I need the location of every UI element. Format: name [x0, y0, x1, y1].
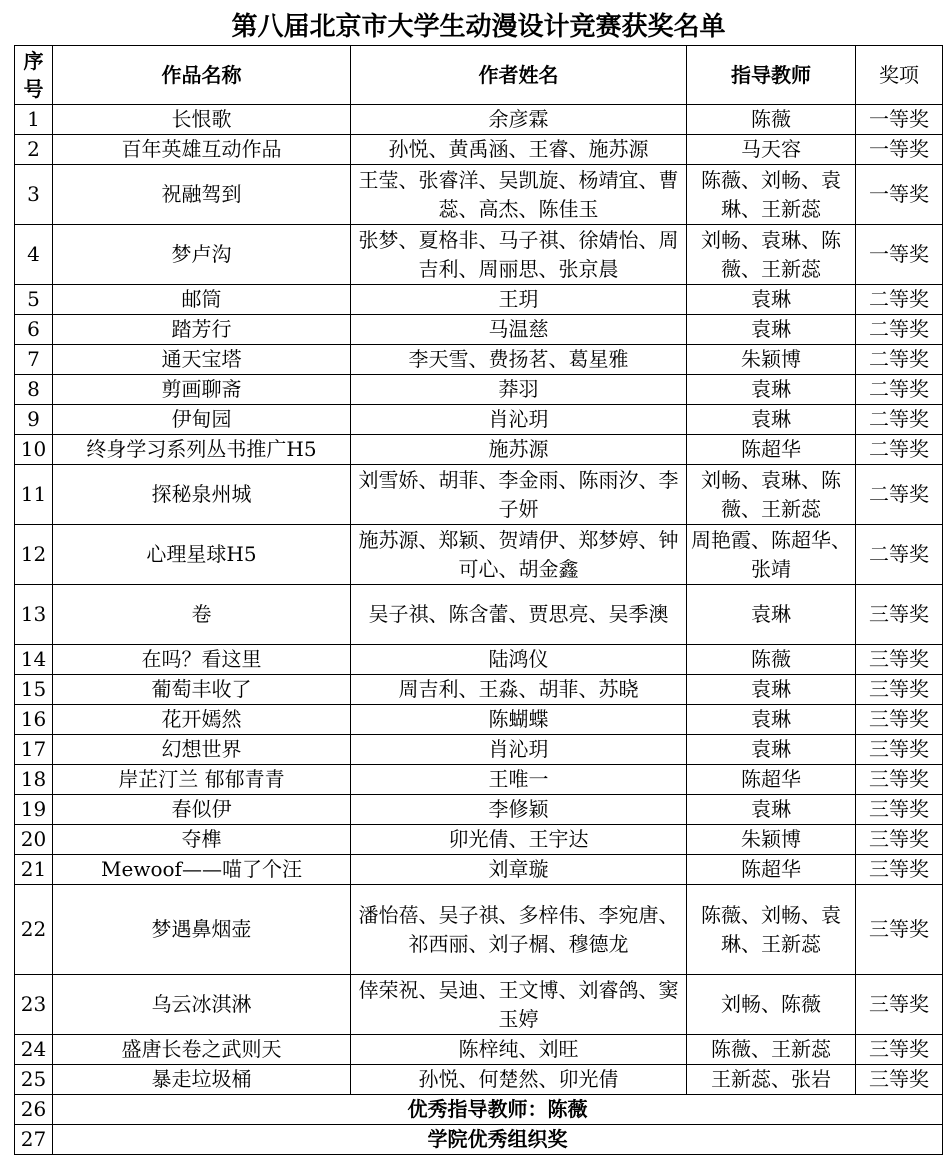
author-names: 孙悦、何楚然、卯光倩 — [351, 1065, 687, 1095]
award-level: 二等奖 — [856, 375, 943, 405]
work-title: 邮筒 — [53, 285, 351, 315]
footer-row — [15, 1095, 943, 1125]
advisor-names: 袁琳 — [687, 585, 856, 645]
advisor-names: 陈超华 — [687, 435, 856, 465]
work-title: Mewoof——喵了个汪 — [53, 855, 351, 885]
row-index: 27 — [15, 1125, 53, 1155]
work-title: 暴走垃圾桶 — [53, 1065, 351, 1095]
advisor-names: 袁琳 — [687, 675, 856, 705]
row-index: 20 — [15, 825, 53, 855]
award-level: 一等奖 — [856, 135, 943, 165]
advisor-names: 朱颖博 — [687, 345, 856, 375]
table-row — [15, 975, 943, 1035]
author-names: 陈梓纯、刘旺 — [351, 1035, 687, 1065]
row-index: 21 — [15, 855, 53, 885]
work-title: 踏芳行 — [53, 315, 351, 345]
work-title: 探秘泉州城 — [53, 465, 351, 525]
advisor-names: 袁琳 — [687, 315, 856, 345]
author-names: 刘雪娇、胡菲、李金雨、陈雨汐、李子妍 — [351, 465, 687, 525]
table-row — [15, 345, 943, 375]
table-row — [15, 225, 943, 285]
award-level: 二等奖 — [856, 405, 943, 435]
table-row — [15, 765, 943, 795]
row-index: 12 — [15, 525, 53, 585]
award-level: 二等奖 — [856, 435, 943, 465]
advisor-names: 袁琳 — [687, 375, 856, 405]
award-level: 三等奖 — [856, 885, 943, 975]
table-row — [15, 525, 943, 585]
work-title: 幻想世界 — [53, 735, 351, 765]
row-index: 7 — [15, 345, 53, 375]
award-level: 三等奖 — [856, 855, 943, 885]
award-level: 三等奖 — [856, 765, 943, 795]
author-names: 潘怡蓓、吴子祺、多梓伟、李宛唐、祁西丽、刘子榍、穆德龙 — [351, 885, 687, 975]
work-title: 伊甸园 — [53, 405, 351, 435]
award-level: 三等奖 — [856, 975, 943, 1035]
table-body — [15, 105, 943, 1155]
work-title: 葡萄丰收了 — [53, 675, 351, 705]
advisor-names: 刘畅、袁琳、陈薇、王新蕊 — [687, 465, 856, 525]
advisor-names: 袁琳 — [687, 705, 856, 735]
header-index-line2: 号 — [23, 77, 44, 101]
header-index-line1: 序 — [23, 49, 44, 73]
work-title: 长恨歌 — [53, 105, 351, 135]
award-level: 三等奖 — [856, 705, 943, 735]
header-advisors: 指导教师 — [687, 46, 856, 105]
advisor-names: 马天容 — [687, 135, 856, 165]
author-names: 王玥 — [351, 285, 687, 315]
advisor-names: 刘畅、袁琳、陈薇、王新蕊 — [687, 225, 856, 285]
work-title: 夺榫 — [53, 825, 351, 855]
table-row — [15, 585, 943, 645]
award-level: 三等奖 — [856, 1035, 943, 1065]
header-award: 奖项 — [856, 46, 943, 105]
work-title: 乌云冰淇淋 — [53, 975, 351, 1035]
header-index — [15, 46, 53, 105]
advisor-names: 刘畅、陈薇 — [687, 975, 856, 1035]
row-index: 2 — [15, 135, 53, 165]
work-title: 终身学习系列丛书推广H5 — [53, 435, 351, 465]
award-level: 二等奖 — [856, 345, 943, 375]
footer-text: 学院优秀组织奖 — [53, 1125, 943, 1155]
advisor-names: 陈薇、刘畅、袁琳、王新蕊 — [687, 885, 856, 975]
table-row — [15, 675, 943, 705]
work-title: 心理星球H5 — [53, 525, 351, 585]
author-names: 李天雪、费扬茗、葛星雅 — [351, 345, 687, 375]
table-row — [15, 285, 943, 315]
table-row — [15, 705, 943, 735]
author-names: 卯光倩、王宇达 — [351, 825, 687, 855]
advisor-names: 袁琳 — [687, 285, 856, 315]
table-row — [15, 405, 943, 435]
advisor-names: 陈薇、刘畅、袁琳、王新蕊 — [687, 165, 856, 225]
row-index: 18 — [15, 765, 53, 795]
award-level: 三等奖 — [856, 1065, 943, 1095]
work-title: 通天宝塔 — [53, 345, 351, 375]
work-title: 岸芷汀兰 郁郁青青 — [53, 765, 351, 795]
award-level: 三等奖 — [856, 675, 943, 705]
work-title: 卷 — [53, 585, 351, 645]
row-index: 9 — [15, 405, 53, 435]
row-index: 15 — [15, 675, 53, 705]
advisor-names: 陈薇 — [687, 645, 856, 675]
table-row — [15, 735, 943, 765]
footer-row — [15, 1125, 943, 1155]
author-names: 马温慈 — [351, 315, 687, 345]
author-names: 孙悦、黄禹涵、王睿、施苏源 — [351, 135, 687, 165]
author-names: 肖沁玥 — [351, 405, 687, 435]
author-names: 周吉利、王淼、胡菲、苏晓 — [351, 675, 687, 705]
table-row — [15, 105, 943, 135]
award-level: 三等奖 — [856, 645, 943, 675]
award-level: 二等奖 — [856, 465, 943, 525]
table-row — [15, 645, 943, 675]
row-index: 8 — [15, 375, 53, 405]
table-row — [15, 1065, 943, 1095]
table-row — [15, 315, 943, 345]
advisor-names: 朱颖博 — [687, 825, 856, 855]
row-index: 23 — [15, 975, 53, 1035]
award-level: 一等奖 — [856, 165, 943, 225]
row-index: 26 — [15, 1095, 53, 1125]
work-title: 梦遇鼻烟壶 — [53, 885, 351, 975]
advisor-names: 周艳霞、陈超华、张靖 — [687, 525, 856, 585]
table-row — [15, 165, 943, 225]
row-index: 13 — [15, 585, 53, 645]
advisor-names: 袁琳 — [687, 405, 856, 435]
author-names: 施苏源 — [351, 435, 687, 465]
work-title: 百年英雄互动作品 — [53, 135, 351, 165]
footer-text: 优秀指导教师：陈薇 — [53, 1095, 943, 1125]
author-names: 陈蝴蝶 — [351, 705, 687, 735]
work-title: 祝融驾到 — [53, 165, 351, 225]
advisor-names: 袁琳 — [687, 735, 856, 765]
author-names: 陆鸿仪 — [351, 645, 687, 675]
award-level: 三等奖 — [856, 795, 943, 825]
work-title: 梦卢沟 — [53, 225, 351, 285]
author-names: 施苏源、郑颖、贺靖伊、郑梦婷、钟可心、胡金鑫 — [351, 525, 687, 585]
table-row — [15, 795, 943, 825]
author-names: 刘章璇 — [351, 855, 687, 885]
award-level: 一等奖 — [856, 105, 943, 135]
award-level: 三等奖 — [856, 735, 943, 765]
row-index: 5 — [15, 285, 53, 315]
advisor-names: 王新蕊、张岩 — [687, 1065, 856, 1095]
table-row — [15, 885, 943, 975]
row-index: 16 — [15, 705, 53, 735]
work-title: 盛唐长卷之武则天 — [53, 1035, 351, 1065]
author-names: 王唯一 — [351, 765, 687, 795]
author-names: 莽羽 — [351, 375, 687, 405]
author-names: 张梦、夏格非、马子祺、徐婧怡、周吉利、周丽思、张京晨 — [351, 225, 687, 285]
work-title: 在吗？看这里 — [53, 645, 351, 675]
row-index: 1 — [15, 105, 53, 135]
table-row — [15, 825, 943, 855]
row-index: 22 — [15, 885, 53, 975]
table-row — [15, 375, 943, 405]
row-index: 10 — [15, 435, 53, 465]
work-title: 花开嫣然 — [53, 705, 351, 735]
author-names: 余彦霖 — [351, 105, 687, 135]
advisor-names: 陈超华 — [687, 765, 856, 795]
award-level: 三等奖 — [856, 825, 943, 855]
author-names: 肖沁玥 — [351, 735, 687, 765]
award-level: 三等奖 — [856, 585, 943, 645]
table-row — [15, 855, 943, 885]
table-row — [15, 435, 943, 465]
author-names: 吴子祺、陈含蕾、贾思亮、吴季澳 — [351, 585, 687, 645]
row-index: 3 — [15, 165, 53, 225]
author-names: 王莹、张睿洋、吴凯旋、杨靖宜、曹蕊、高杰、陈佳玉 — [351, 165, 687, 225]
row-index: 6 — [15, 315, 53, 345]
table-title: 第八届北京市大学生动漫设计竞赛获奖名单 — [15, 8, 943, 46]
award-level: 二等奖 — [856, 315, 943, 345]
header-work: 作品名称 — [53, 46, 351, 105]
row-index: 4 — [15, 225, 53, 285]
row-index: 14 — [15, 645, 53, 675]
table-row — [15, 135, 943, 165]
header-authors: 作者姓名 — [351, 46, 687, 105]
row-index: 24 — [15, 1035, 53, 1065]
header-row — [15, 46, 943, 105]
award-table — [14, 8, 943, 1155]
advisor-names: 陈超华 — [687, 855, 856, 885]
table-row — [15, 465, 943, 525]
advisor-names: 陈薇、王新蕊 — [687, 1035, 856, 1065]
award-level: 二等奖 — [856, 285, 943, 315]
row-index: 17 — [15, 735, 53, 765]
advisor-names: 袁琳 — [687, 795, 856, 825]
row-index: 19 — [15, 795, 53, 825]
work-title: 剪画聊斋 — [53, 375, 351, 405]
author-names: 倖荣祝、吴迪、王文博、刘睿鸽、窦玉婷 — [351, 975, 687, 1035]
advisor-names: 陈薇 — [687, 105, 856, 135]
table-row — [15, 1035, 943, 1065]
row-index: 25 — [15, 1065, 53, 1095]
author-names: 李修颖 — [351, 795, 687, 825]
award-level: 二等奖 — [856, 525, 943, 585]
award-level: 一等奖 — [856, 225, 943, 285]
row-index: 11 — [15, 465, 53, 525]
work-title: 春似伊 — [53, 795, 351, 825]
